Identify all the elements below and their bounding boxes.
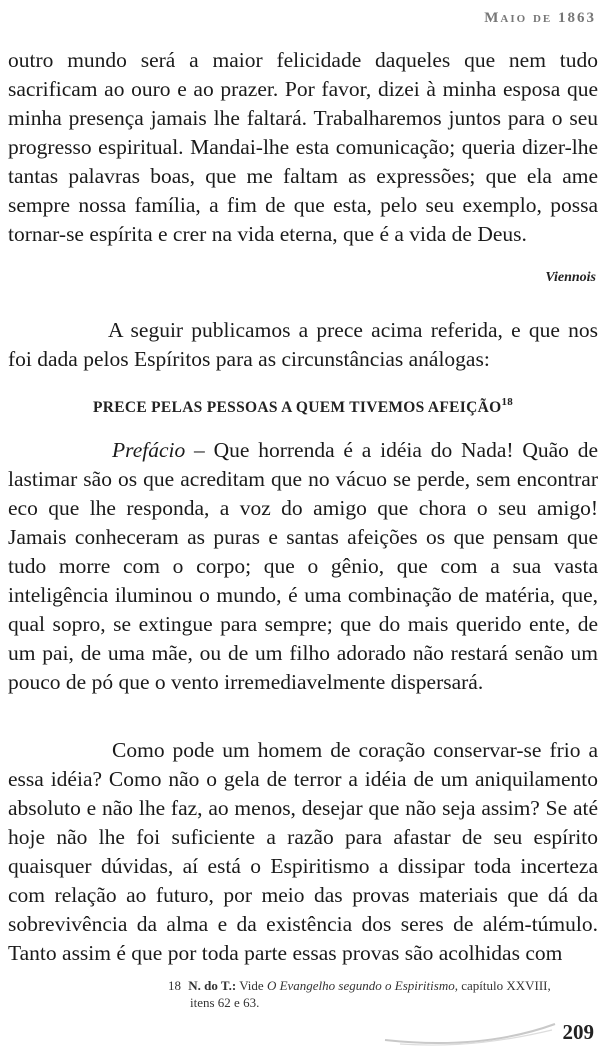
preface-label: Prefácio <box>112 438 186 462</box>
paragraph-continued: outro mundo será a maior felicidade daqueles que nem tudo sacrificam ao ouro e ao prazer. Por favor, dizei à minha esposa que minha presença jamais lhe faltará. Trabalharemos juntos para o seu progresso espiritual. Mandai-lhe esta comunicação; queria dizer-lhe tantas palavras boas, que me faltam as expressões; que ela ame sempre nossa família, a fim de que esta, pelo seu exemplo, possa tornar-se espírita e crer na vida eterna, que é a vida de Deus. <box>8 48 598 246</box>
paragraph-preface <box>8 436 598 697</box>
footnote-continuation: itens 62 e 63. <box>190 995 260 1010</box>
footnote-text-before: Vide <box>239 978 264 993</box>
paragraph-second: Como pode um homem de coração conservar-se frio a essa idéia? Como não o gela de terror a idéia de um aniquilamento absoluto e não lhe faz, ao menos, desejar que não seja assim? Se até hoje não lhe foi suficiente a razão para afastar de seu espírito quaisquer dúvidas, aí está o Espiritismo a dissipar toda incerteza com relação ao futuro, por meio das provas materiais que dá da sobrevivência da alma e da existência dos seres de além-túmulo. Tanto assim é que por toda parte essas provas são acolhidas com <box>8 738 598 965</box>
footnote-reference[interactable]: 18 <box>501 396 514 408</box>
footnote <box>168 977 596 1011</box>
footnote-label: N. do T.: <box>188 978 237 993</box>
footnote-number: 18 <box>168 978 181 993</box>
section-heading-text: PRECE PELAS PESSOAS A QUEM TIVEMOS AFEIÇÃO <box>92 399 502 416</box>
signature: Viennois <box>545 270 596 285</box>
page-number: 209 <box>562 1020 594 1044</box>
section-heading <box>0 396 606 417</box>
decorative-swoosh <box>380 1010 560 1050</box>
footnote-text-after: , capítulo XXVIII, <box>454 978 551 993</box>
preface-text: – Que horrenda é a idéia do Nada! Quão de lastimar são os que acreditam que no vácuo se perde, sem encontrar eco que lhe responda, a voz do amigo que chora o seu amigo! Jamais conheceram as puras e santas afeições os que pensam que tudo morre com o corpo; que o gênio, que com a sua vasta inteligência iluminou o mundo, é uma combinação de matéria, que, qual sopro, se extingue para sempre; que do mais querido ente, de um pai, de uma mãe, ou de um filho adorado não restará senão um pouco de pó que o vento irremediavelmente dispersará. <box>8 438 599 694</box>
running-head: Maio de 1863 <box>484 10 596 26</box>
footnote-book-title: O Evangelho segundo o Espiritismo <box>266 978 455 993</box>
paragraph-intro: A seguir publicamos a prece acima referida, e que nos foi dada pelos Espíritos para as circunstâncias análogas: <box>8 318 598 371</box>
